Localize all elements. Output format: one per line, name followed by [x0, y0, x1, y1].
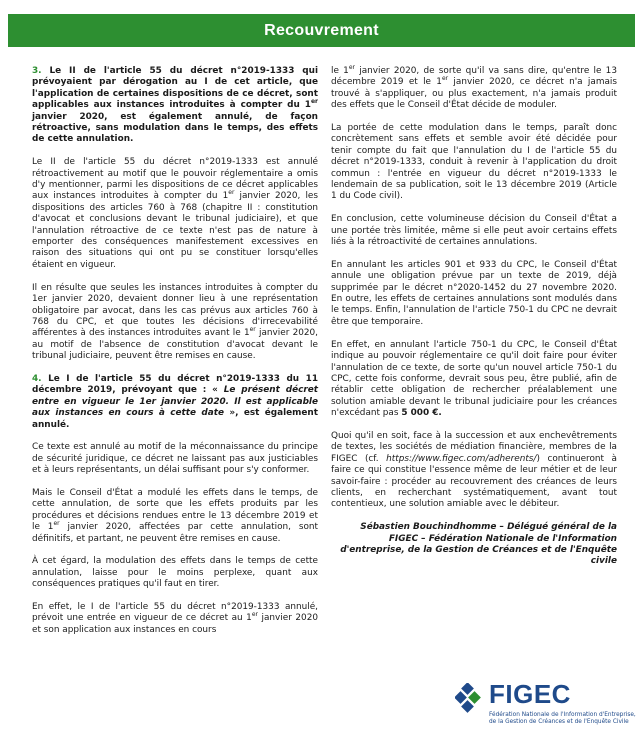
paragraph [331, 260, 617, 328]
section-title: Recouvrement [8, 14, 635, 47]
paragraph [32, 283, 318, 363]
signature [331, 522, 617, 568]
figec-logo [455, 679, 636, 739]
text-run: Le II de l'article 55 du décret n°2019-1333 est annulé rétroactivement au motif que le pouvoir réglementaire a omis d'y mentionner, parmi les dispositions de ce décret applicables aux instances introduites à compter du 1 [32, 157, 318, 202]
text-run: 5 000 €. [401, 408, 442, 419]
text-run: Le présent décret entre en vigueur le 1er janvier 2020. Il est applicable aux instances en cours à cette date [32, 385, 318, 419]
text-run: En annulant les articles 901 et 933 du CPC, le Conseil d'État annule une obligation prévue par un texte de 2019, déjà supprimée par le décret n°2020-1452 du 27 novembre 2020. En outre, les effets de certaines annulations sont modulés dans le temps. Enfin, l'annulation de l'article 750-1 du CPC ne devrait être que temporaire. [331, 259, 617, 327]
paragraph [331, 66, 617, 112]
paragraph [331, 214, 617, 248]
text-run: er [53, 520, 60, 528]
paragraph [32, 442, 318, 476]
text-run: 4. [32, 373, 42, 384]
right-column [331, 66, 617, 579]
text-run: le 1 [331, 66, 349, 76]
text-run: er [228, 189, 235, 197]
text-run: 3. [32, 66, 42, 76]
paragraph [331, 340, 617, 420]
text-run: À cet égard, la modulation des effets dans le temps de cette annulation, laisse pour le moins perplexe, quant aux conséquences pratiques qu'il faut en tirer. [32, 556, 318, 590]
paragraph [32, 66, 318, 146]
text-run: ) continueront à faire ce qui constitue l'essence même de leur métier et de leur savoir-faire : procéder au recouvrement des créances de leurs clients, en recherchant systématiquement, avant tout contentieux, une solution amiable avec le débiteur. [331, 453, 617, 510]
text-run: En effet, en annulant l'article 750-1 du CPC, le Conseil d'État indique au pouvoir réglementaire ce qu'il doit faire pour éviter l'annulation de ce texte, de sorte qu'un nouvel article 750-1 du CPC, cette fois conforme, devrait sous peu, être publié, afin de rétablir cette obligation de rechercher préalablement une solution amiable devant le tribunal judiciaire pour les créances n'excédant pas [331, 339, 617, 419]
text-run: janvier 2020, les dispositions des articles 760 à 768 (chapitre II : constitution d'avocat et conclusions devant le tribunal judiciaire), et que l'annulation rétroactive de ce texte n'est pas de nature à emporter des conséquences manifestement excessives en raison des situations qui ont pu se constituer lorsqu'elles étaient en vigueur. [32, 191, 319, 270]
text-run: Le I de l'article 55 du décret n°2019-1333 du 11 décembre 2019, prévoyant que : « [32, 373, 318, 396]
text-run: La portée de cette modulation dans le temps, paraît donc concrètement sans effets et semble avoir été décidée pour tenir compte du fait que l'annulation du I de l'article 55 du décret n°2019-1333, conduit à revenir à l'application du droit commun : l'entrée en vigueur du décret n°2019-1333 le lendemain de sa publication, soit le 13 décembre 2019 (Article 1 du Code civil). [331, 123, 617, 202]
text-run: Mais le Conseil d'État a modulé les effets dans le temps, de cette annulation, de sorte que les effets produits par les procédures et décisions rendues entre le 13 décembre 2019 et le 1 [32, 487, 318, 533]
text-run: janvier 2020, est également annulé, de façon rétroactive, sans modulation dans le temps, des effets de cette annulation. [32, 111, 318, 145]
text-run: janvier 2020, au motif de l'absence de constitution d'avocat devant le tribunal judiciaire, peuvent être remises en cause. [32, 328, 318, 362]
paragraph [32, 556, 318, 590]
text-run: janvier 2020 et son application aux instances en cours [32, 613, 318, 635]
paragraph [32, 488, 318, 545]
paragraph [331, 123, 617, 203]
text-run: Ce texte est annulé au motif de la méconnaissance du principe de sécurité juridique, ce décret ne laissant pas aux justiciables et à leurs représentants, un délai suffisant pour s'y conformer. [32, 442, 318, 476]
text-run: Il en résulte que seules les instances introduites à compter du 1er janvier 2020, devaient donner lieu à une représentation obligatoire par avocat, dans les cas prévus aux articles 760 à 768 du CPC, et que toutes les décisions d'irrecevabilité afférentes à des instances introduites avant le 1 [32, 282, 318, 339]
text-run: er [251, 611, 258, 619]
text-run: https://www.figec.com/adherents/ [386, 453, 537, 464]
text-run: janvier 2020, de sorte qu'il va sans dire, qu'entre le 13 décembre 2019 et le 1 [331, 66, 617, 88]
text-run: janvier 2020, ce décret n'a jamais trouvé à s'appliquer, ou plus exactement, n'a jamais produit des effets que le Conseil d'État décide de moduler. [331, 77, 617, 111]
text-run: En effet, le I de l'article 55 du décret n°2019-1333 annulé, prévoit une entrée en vigueur de ce décret au 1 [32, 601, 318, 624]
paragraph [32, 602, 318, 636]
text-run: er [348, 64, 355, 72]
text-run: », est également annulé. [32, 408, 318, 430]
text-run: Quoi qu'il en soit, face à la succession et aux enchevêtrements de textes, les sociétés de médiation financière, membres de la FIGEC (cf. [331, 430, 617, 464]
text-run: Le II de l'article 55 du décret n°2019-1333 qui prévoyaient par dérogation au I de cet article, que l'application de certaines dispositions de ce décret, sont applicables aux instances introduites à compter du 1 [32, 66, 318, 111]
logo-name: FIGEC [489, 679, 571, 709]
text-run: er [310, 98, 318, 106]
text-run: janvier 2020, affectées par cette annulation, sont définitifs, et partant, ne peuvent être remises en cause. [32, 522, 318, 544]
logo-subtitle: Fédération Nationale de l'Information d'Entreprise, de la Gestion de Créances et de l'Enquête Civile [489, 712, 636, 725]
figec-mark-icon [455, 683, 485, 713]
left-column [32, 66, 318, 648]
text-run: En conclusion, cette volumineuse décision du Conseil d'État a une portée très limitée, même si elle peut avoir certains effets liés à la rétroactivité de certaines annulations. [331, 214, 617, 248]
paragraph [32, 157, 318, 271]
text-run: er [441, 75, 449, 83]
paragraph [331, 431, 617, 511]
text-run: Sébastien Bouchindhomme – Délégué général de la FIGEC – Fédération Nationale de l'Information d'entreprise, de la Gestion de Créances et de l'Enquête civile [340, 522, 617, 567]
text-run: er [249, 326, 256, 334]
paragraph [32, 374, 318, 431]
